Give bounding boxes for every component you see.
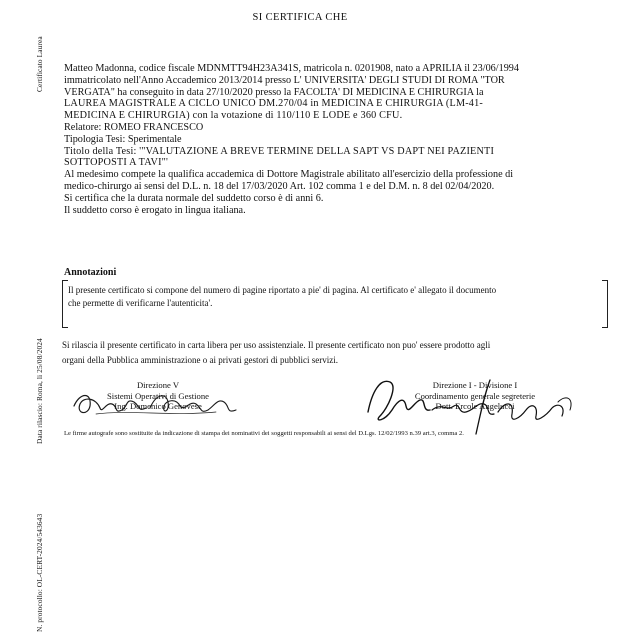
signer-office: Direzione V — [136, 380, 180, 390]
body-line: VERGATA" ha conseguito in data 27/10/2020 presso la FACOLTA' DI MEDICINA E CHIRURGIA la — [64, 86, 484, 98]
annotation-line: Il presente certificato si compone del numero di pagine riportato a pie' di pagina. Al certificato e' allegato il documento — [68, 285, 497, 295]
thesis-title-continued: SOTTOPOSTI A TAVI"' — [64, 157, 169, 169]
annotation-line: che permette di verificarne l'autenticita'. — [68, 297, 213, 308]
signer-name: Dott. Ercole Angelucci — [435, 401, 515, 412]
thesis-supervisor: Relatore: ROMEO FRANCESCO — [64, 121, 204, 133]
signer-department: Sistemi Operativi di Gestione — [107, 390, 209, 401]
certificate-title: SI CERTIFICA CHE — [252, 12, 348, 23]
course-language: Il suddetto corso è erogato in lingua italiana. — [64, 204, 246, 216]
usage-line: organi della Pubblica amministrazione o ai privati gestori di pubblici servizi. — [62, 354, 339, 365]
margin-document-type: Certificato Laurea — [35, 36, 44, 92]
margin-issue-date: Data rilascio: Roma, li 25/08/2024 — [35, 338, 44, 444]
body-line: Matteo Madonna, codice fiscale MDNMTT94H23A341S, matricola n. 0201908, nato a APRILIA il 23/06/1994 — [64, 63, 519, 74]
body-line: immatricolato nell'Anno Accademico 2013/2014 presso L' UNIVERSITA' DEGLI STUDI DI ROMA "TOR — [64, 74, 505, 86]
body-line: MEDICINA E CHIRURGIA) con la votazione di 110/110 E LODE e 360 CFU. — [64, 110, 403, 122]
signature-footnote: Le firme autografe sono sostituite da indicazione di stampa dei nominativi dei soggetti responsabili ai sensi del D.Lgs. 12/02/1993 n.39 art.3, comma 2. — [64, 430, 464, 437]
body-line: Al medesimo compete la qualifica accademica di Dottore Magistrale abilitato all'esercizio della professione di — [64, 169, 514, 181]
handwritten-signature-left — [66, 384, 246, 424]
signer-office: Direzione I - Divisione I — [432, 380, 518, 390]
annotations-box — [62, 280, 608, 326]
body-line: medico-chirurgo ai sensi del D.L. n. 18 del 17/03/2020 Art. 102 comma 1 e del D.M. n. 8 del 02/04/2020. — [64, 180, 495, 192]
course-duration: Si certifica che la durata normale del suddetto corso è di anni 6. — [64, 192, 324, 204]
thesis-type: Tipologia Tesi: Sperimentale — [64, 133, 182, 145]
annotations-text — [68, 284, 604, 309]
body-line: LAUREA MAGISTRALE A CICLO UNICO DM.270/04 in MEDICINA E CHIRURGIA (LM-41- — [64, 98, 483, 110]
margin-protocol-number: N. protocollo: OL-CERT-2024/543643 — [35, 513, 44, 632]
handwritten-signature-right — [362, 372, 582, 438]
signer-department: Coordinamento generale segreterie — [414, 390, 536, 401]
signer-name: Ing. Domenico Genovese — [114, 401, 202, 412]
annotations-heading: Annotazioni — [64, 267, 117, 278]
certificate-body — [64, 63, 612, 216]
thesis-title: Titolo della Tesi: '"VALUTAZIONE A BREVE TERMINE DELLA SAPT VS DAPT NEI PAZIENTI — [64, 145, 495, 157]
usage-statement — [62, 338, 614, 367]
usage-line: Si rilascia il presente certificato in carta libera per uso assistenziale. Il presente certificato non puo' essere prodotto agli — [62, 340, 491, 350]
